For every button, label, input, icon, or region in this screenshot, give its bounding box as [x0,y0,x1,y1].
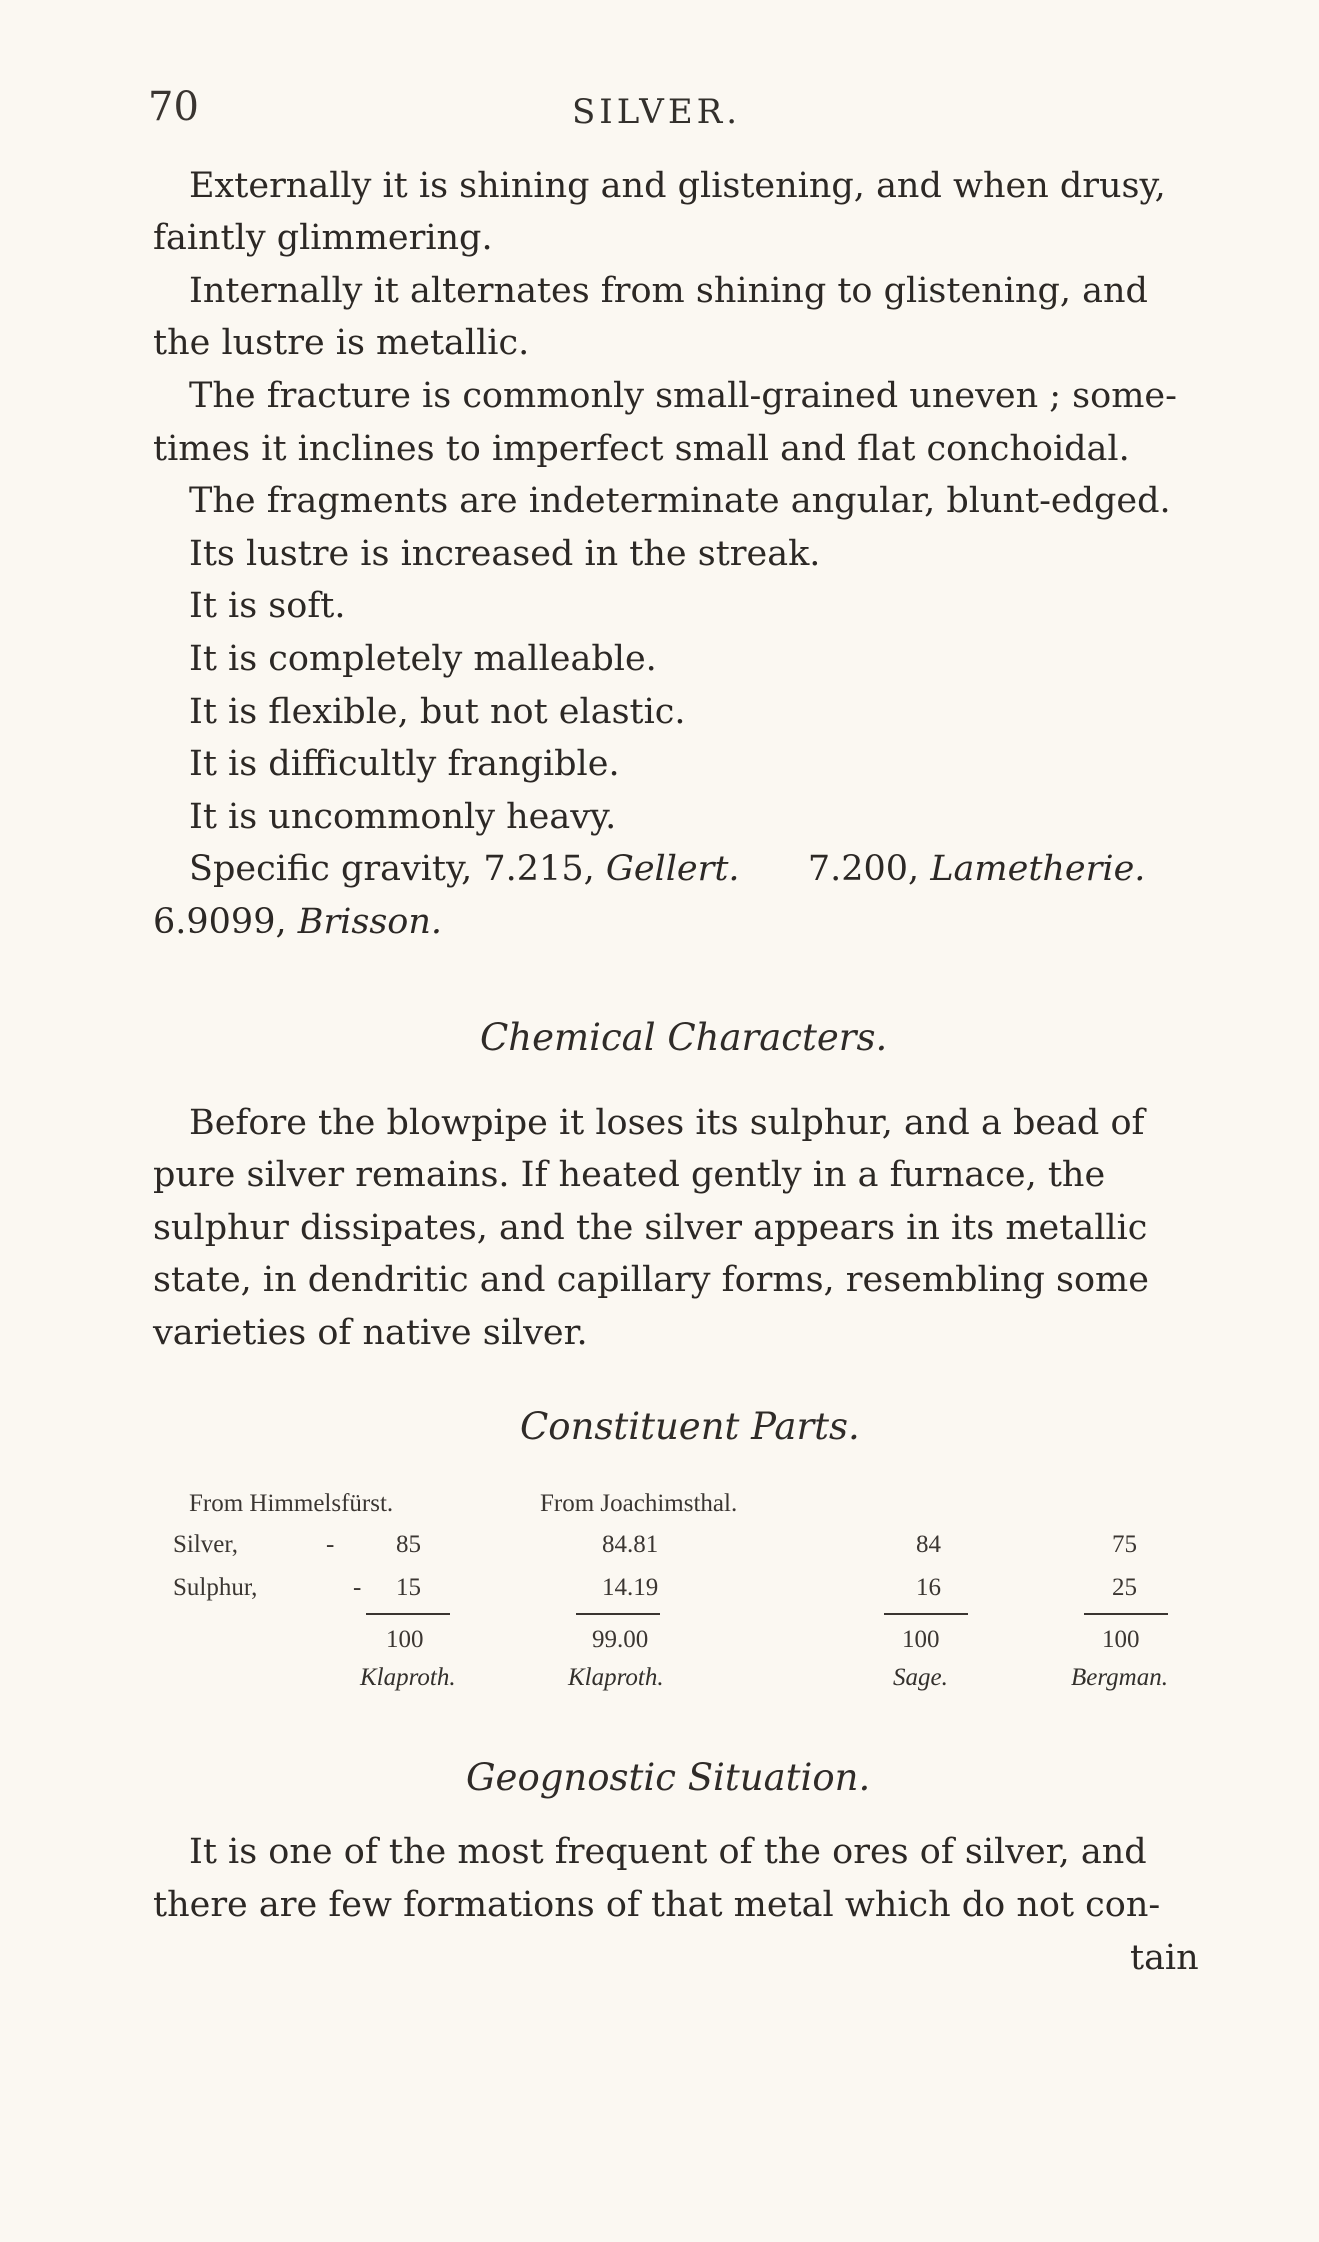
text-line: state, in dendritic and capillary forms, resembling some [153,1260,1149,1300]
total-rule [576,1613,660,1615]
analyst-source: Sage. [893,1664,948,1691]
total-cell: 99.00 [592,1626,649,1653]
text-line: It is difficultly frangible. [189,744,620,784]
table-cell: 84 [916,1531,941,1558]
text-line: the lustre is metallic. [153,323,530,363]
total-cell: 100 [386,1626,424,1653]
table-cell: 85 [396,1531,421,1558]
text-line: Internally it alternates from shining to glistening, and [189,271,1148,311]
running-title: SILVER. [572,92,742,132]
text-line: It is flexible, but not elastic. [189,692,686,732]
total-rule [884,1613,968,1615]
gravity-value: 6.9099, [153,902,287,942]
table-cell: 15 [396,1574,421,1601]
text-line: there are few formations of that metal which do not con- [153,1885,1161,1925]
text-line: Externally it is shining and glistening, and when drusy, [189,166,1166,206]
specific-gravity-line [153,902,443,942]
text-line: varieties of native silver. [153,1313,588,1353]
text-line: Before the blowpipe it loses its sulphur, and a bead of [189,1103,1145,1143]
row-label: Sulphur, [173,1574,258,1601]
text-line: sulphur dissipates, and the silver appears in its metallic [153,1208,1148,1248]
table-cell: 84.81 [602,1531,659,1558]
total-rule [1084,1613,1168,1615]
row-dash: - [353,1574,362,1601]
text-line: Its lustre is increased in the streak. [189,534,821,574]
text-line: It is uncommonly heavy. [189,797,617,837]
analyst-source: Bergman. [1071,1664,1168,1691]
row-label: Silver, [173,1531,238,1558]
gravity-value: 7.200, [807,849,920,889]
table-header: From Himmelsfürst. [189,1490,394,1517]
section-heading: Geognostic Situation. [466,1756,871,1799]
text-line: It is one of the most frequent of the ores of silver, and [189,1832,1147,1872]
text-line: pure silver remains. If heated gently in a furnace, the [153,1155,1106,1195]
row-dash: - [326,1531,335,1558]
section-heading: Constituent Parts. [520,1405,860,1448]
page-number: 70 [148,84,199,130]
gravity-source: Lametherie. [930,849,1146,889]
table-header: From Joachimsthal. [540,1490,738,1517]
text-line: It is soft. [189,586,346,626]
catchword: tain [1130,1938,1199,1978]
text-line: The fragments are indeterminate angular, blunt-edged. [189,481,1171,521]
section-heading: Chemical Characters. [480,1016,888,1059]
gravity-source: Gellert. [605,849,740,889]
gravity-source: Brisson. [297,902,443,942]
total-cell: 100 [1102,1626,1140,1653]
text-line: It is completely malleable. [189,639,657,679]
total-rule [366,1613,450,1615]
analyst-source: Klaproth. [360,1664,456,1691]
specific-gravity-label: Specific gravity, [189,849,473,889]
text-line: times it inclines to imperfect small and flat conchoidal. [153,429,1130,469]
specific-gravity-line [189,849,1146,889]
gravity-value: 7.215, [483,849,595,889]
table-cell: 16 [916,1574,941,1601]
table-cell: 75 [1112,1531,1137,1558]
table-cell: 14.19 [602,1574,659,1601]
analyst-source: Klaproth. [568,1664,664,1691]
text-line: faintly glimmering. [153,218,493,258]
total-cell: 100 [902,1626,940,1653]
text-line: The fracture is commonly small-grained uneven ; some- [189,376,1177,416]
table-cell: 25 [1112,1574,1137,1601]
